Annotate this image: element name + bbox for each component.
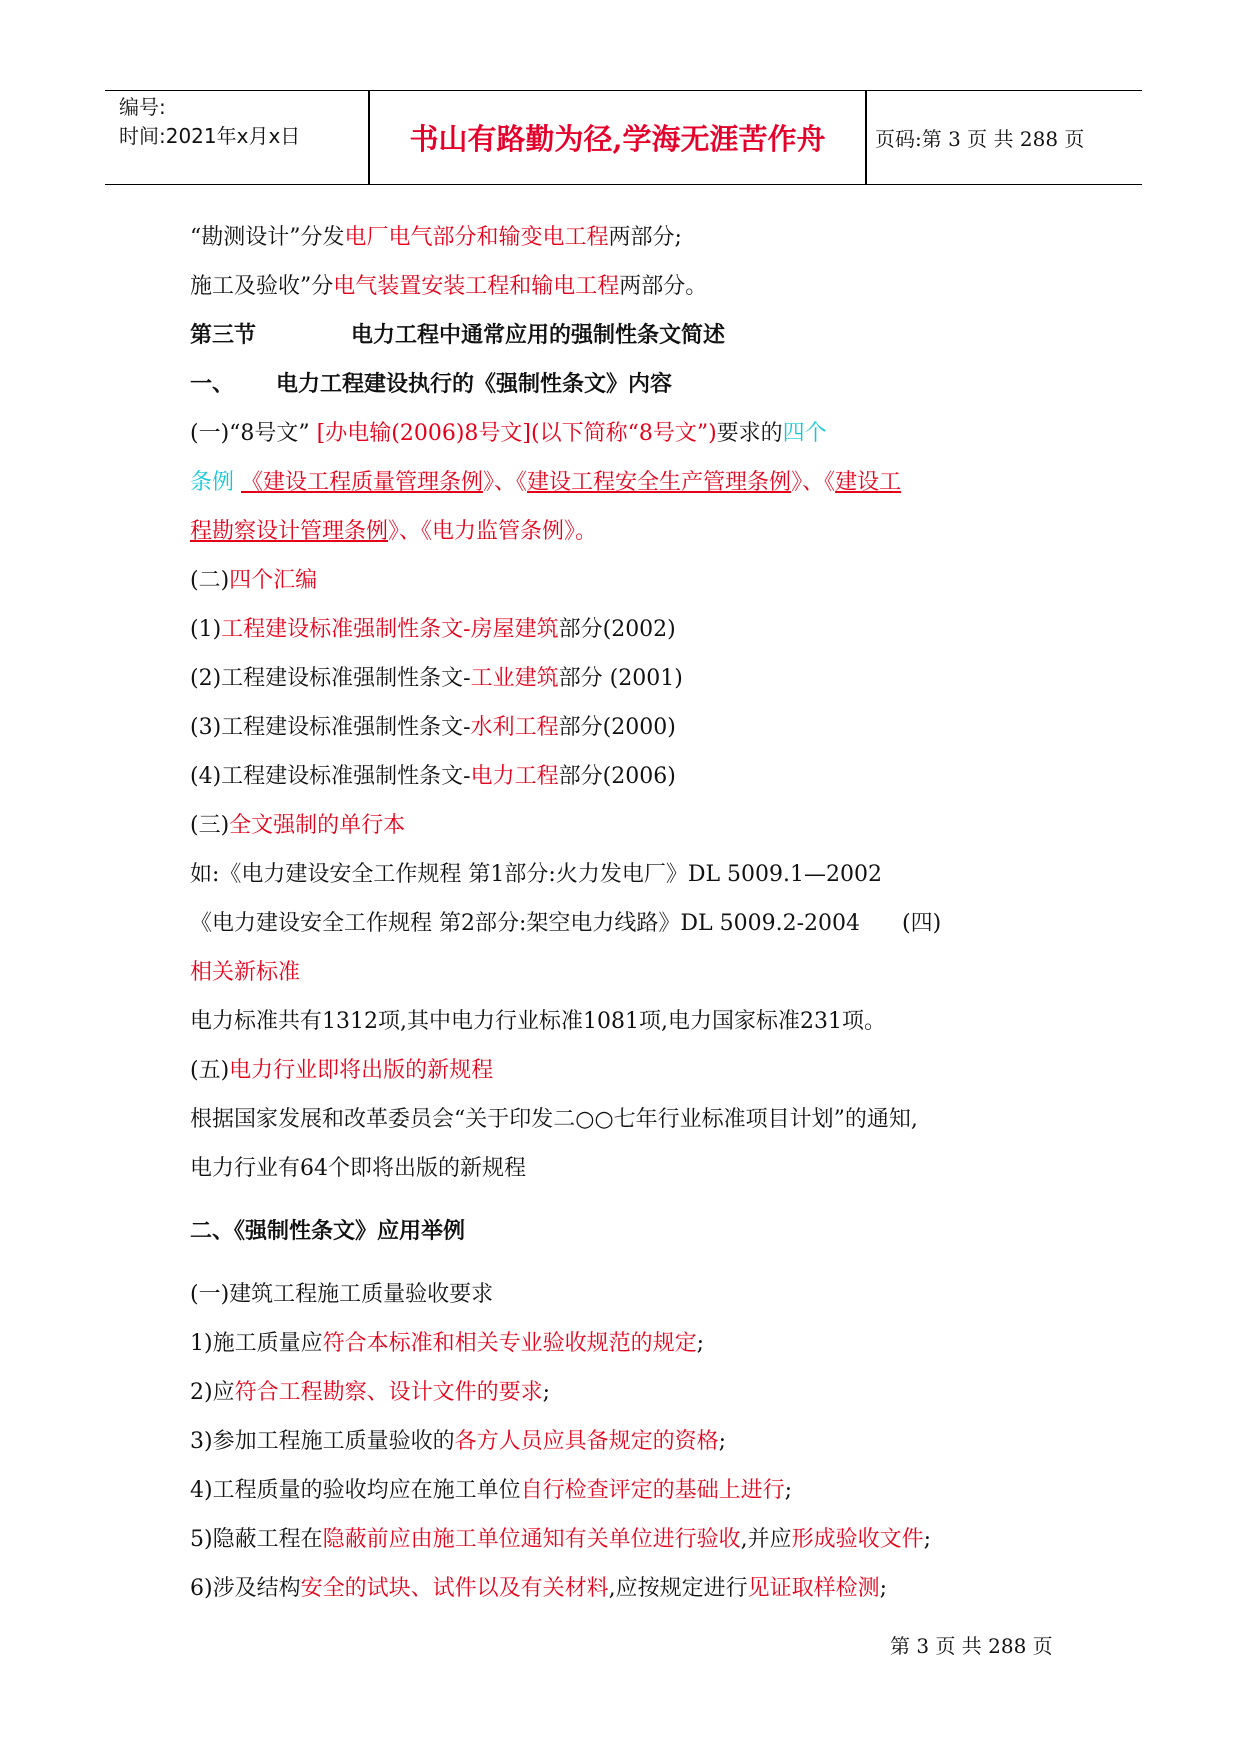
text: (四) xyxy=(902,911,942,936)
link-text: 程勘察设计管理条例 xyxy=(190,519,389,544)
link-text: 建设工程安全生产管理条例 xyxy=(527,470,792,495)
highlight-text: 工程建设标准强制性条文-房屋建筑 xyxy=(221,617,559,642)
page-footer: 第 3 页 共 288 页 xyxy=(890,1634,1053,1658)
cyan-text: 四个 xyxy=(782,421,827,446)
paragraph xyxy=(190,507,1070,556)
text: ; xyxy=(718,1429,727,1454)
highlight-text: 》、《 xyxy=(483,470,528,495)
text: 部分 (2001) xyxy=(558,666,683,691)
highlight-text: 各方人员应具备规定的资格 xyxy=(454,1429,719,1454)
text: ; xyxy=(923,1527,932,1552)
list-item xyxy=(190,1368,1070,1417)
highlight-text: 电力行业即将出版的新规程 xyxy=(229,1058,494,1083)
text: 部分(2000) xyxy=(558,715,676,740)
highlight-text: 符合本标准和相关专业验收规范的规定 xyxy=(322,1331,697,1356)
text: 4)工程质量的验收均应在施工单位 xyxy=(190,1478,521,1503)
paragraph: 根据国家发展和改革委员会“关于印发二○○七年行业标准项目计划”的通知, xyxy=(190,1107,918,1132)
link-text: 《建设工程质量管理条例 xyxy=(241,470,484,495)
header-page-label: 页码:第 3 页 共 288 页 xyxy=(875,127,1085,151)
heading xyxy=(190,360,1070,409)
highlight-text: 形成验收文件 xyxy=(791,1527,924,1552)
list-item xyxy=(190,1466,1070,1515)
list-item xyxy=(190,1319,1070,1368)
text: 施工及验收”分 xyxy=(190,274,334,299)
text: ; xyxy=(696,1331,705,1356)
cyan-text: 条例 xyxy=(190,470,235,495)
highlight-text: 工业建筑 xyxy=(470,666,559,691)
highlight-text: 》、《 xyxy=(791,470,836,495)
text: 《电力建设安全工作规程 第2部分:架空电力线路》DL 5009.2-2004 xyxy=(190,911,861,936)
paragraph xyxy=(190,605,1070,654)
highlight-text: 电力工程 xyxy=(470,764,559,789)
paragraph: 电力标准共有1312项,其中电力行业标准1081项,电力国家标准231项。 xyxy=(190,1009,886,1034)
section-number: 第三节 xyxy=(190,322,257,348)
paragraph: 如:《电力建设安全工作规程 第1部分:火力发电厂》DL 5009.1—2002 xyxy=(190,862,883,887)
text: “勘测设计”分发 xyxy=(190,225,345,250)
text: (一)“8号文” xyxy=(190,421,310,446)
paragraph xyxy=(190,654,1070,703)
highlight-text: [办电输(2006)8号文](以下简称“8号文”) xyxy=(316,421,717,446)
paragraph xyxy=(190,262,1070,311)
highlight-text: 见证取样检测 xyxy=(747,1576,880,1601)
text: (3)工程建设标准强制性条文- xyxy=(190,715,471,740)
list-item xyxy=(190,1417,1070,1466)
text: (二) xyxy=(190,568,230,593)
highlight-text: 隐蔽前应由施工单位通知有关单位进行验收 xyxy=(322,1527,741,1552)
header-motto: 书山有路勤为径,学海无涯苦作舟 xyxy=(409,122,826,156)
highlight-text: 水利工程 xyxy=(470,715,559,740)
paragraph: (一)建筑工程施工质量验收要求 xyxy=(190,1282,494,1307)
text: 2)应 xyxy=(190,1380,235,1405)
text: ,并应 xyxy=(740,1527,792,1552)
paragraph xyxy=(190,1046,1070,1095)
text: (三) xyxy=(190,813,230,838)
text: ; xyxy=(542,1380,551,1405)
text: 3)参加工程施工质量验收的 xyxy=(190,1429,455,1454)
paragraph xyxy=(190,409,1070,458)
highlight-text: 自行检查评定的基础上进行 xyxy=(520,1478,785,1503)
text: ,应按规定进行 xyxy=(608,1576,748,1601)
heading-title: 电力工程建设执行的《强制性条文》内容 xyxy=(276,371,673,397)
highlight-text: 电气装置安装工程和输电工程 xyxy=(333,274,620,299)
paragraph: 电力行业有64个即将出版的新规程 xyxy=(190,1156,526,1181)
text: 要求的 xyxy=(716,421,783,446)
text: ; xyxy=(784,1478,793,1503)
section-title: 电力工程中通常应用的强制性条文简述 xyxy=(351,322,726,348)
paragraph xyxy=(190,899,1070,948)
highlight-text: 》、《电力监管条例》。 xyxy=(388,519,598,544)
page-header xyxy=(105,90,1142,185)
paragraph xyxy=(190,801,1070,850)
link-text: 建设工 xyxy=(835,470,902,495)
text: (五) xyxy=(190,1058,230,1083)
paragraph: 相关新标准 xyxy=(190,960,301,985)
number-label: 编号: xyxy=(119,95,166,119)
header-divider xyxy=(865,91,867,184)
section-heading xyxy=(190,311,1070,360)
text: 6)涉及结构 xyxy=(190,1576,301,1601)
paragraph xyxy=(190,703,1070,752)
document-body xyxy=(190,213,1070,1613)
text: (4)工程建设标准强制性条文- xyxy=(190,764,471,789)
highlight-text: 全文强制的单行本 xyxy=(229,813,406,838)
highlight-text: 安全的试块、试件以及有关材料 xyxy=(300,1576,609,1601)
text: 两部分; xyxy=(608,225,682,250)
paragraph xyxy=(190,458,1070,507)
highlight-text: 符合工程勘察、设计文件的要求 xyxy=(234,1380,543,1405)
heading-number: 一、 xyxy=(190,371,235,397)
highlight-text: 电厂电气部分和输变电工程 xyxy=(344,225,609,250)
highlight-text: 四个汇编 xyxy=(229,568,318,593)
text: 两部分。 xyxy=(619,274,708,299)
paragraph xyxy=(190,752,1070,801)
text: ; xyxy=(879,1576,888,1601)
header-meta xyxy=(119,93,369,151)
text: (2)工程建设标准强制性条文- xyxy=(190,666,471,691)
text: 部分(2006) xyxy=(558,764,676,789)
time-label: 时间:2021年x月x日 xyxy=(119,124,301,148)
text: 5)隐蔽工程在 xyxy=(190,1527,323,1552)
text: 1)施工质量应 xyxy=(190,1331,323,1356)
paragraph xyxy=(190,213,1070,262)
list-item xyxy=(190,1564,1070,1613)
text: (1) xyxy=(190,617,222,642)
list-item xyxy=(190,1515,1070,1564)
text: 部分(2002) xyxy=(558,617,676,642)
paragraph xyxy=(190,556,1070,605)
heading: 二、《强制性条文》应用举例 xyxy=(190,1218,466,1244)
